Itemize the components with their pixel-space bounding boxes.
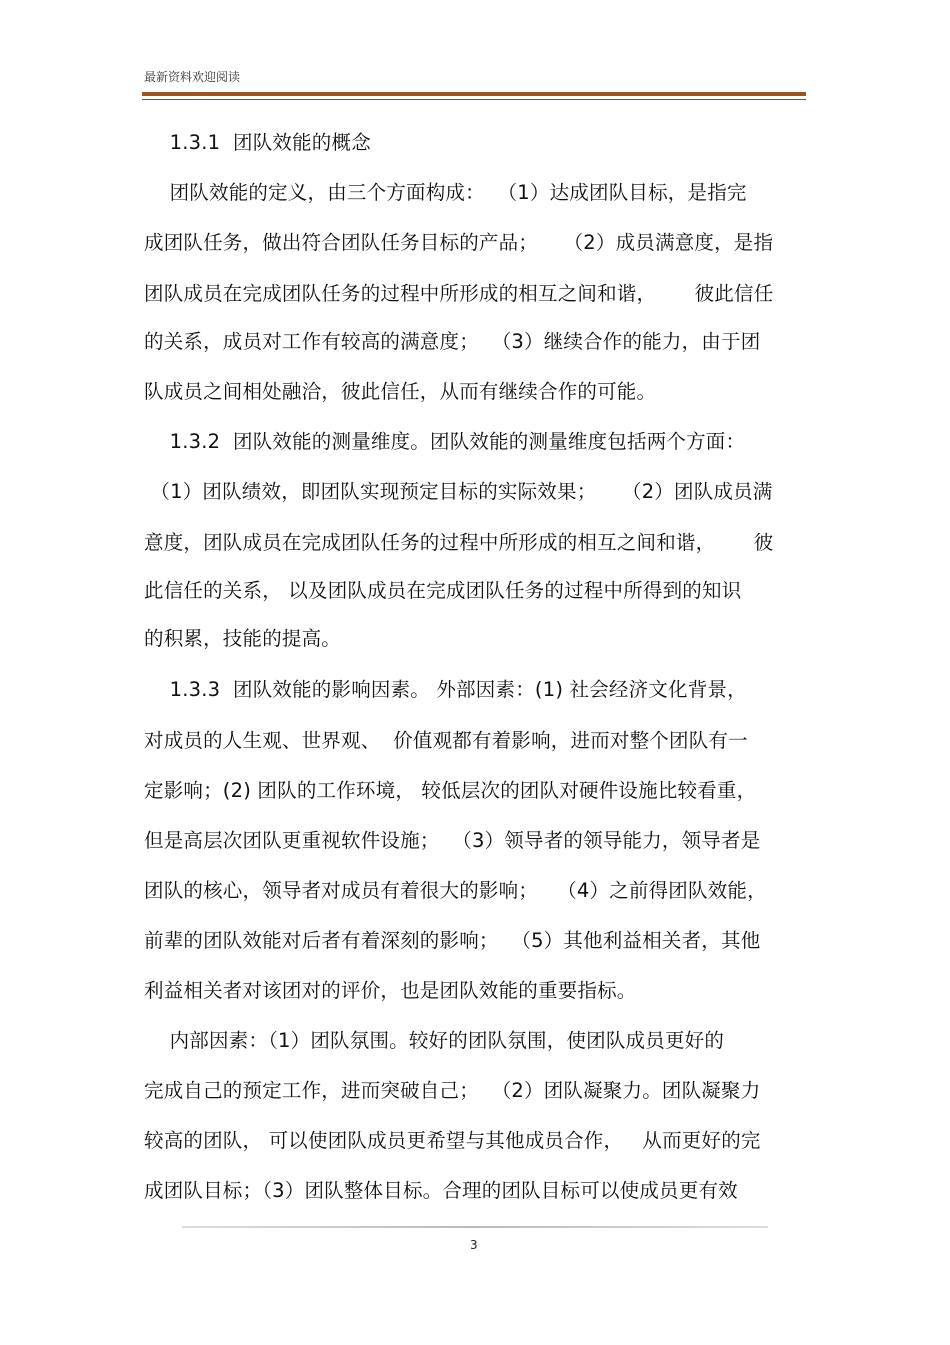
text-line: 完成自己的预定工作，进而突破自己； （2）团队凝聚力。团队凝聚力 bbox=[144, 1079, 761, 1102]
text-line: （1）团队绩效，即团队实现预定目标的实际效果； （2）团队成员满 bbox=[144, 480, 773, 503]
text-line: 1.3.3 团队效能的影响因素。 外部因素：(1) 社会经济文化背景， bbox=[144, 678, 747, 701]
text-line: 此信任的关系， 以及团队成员在完成团队任务的过程中所得到的知识 bbox=[144, 579, 742, 602]
page-number: 3 bbox=[470, 1238, 478, 1252]
footer-rule bbox=[182, 1226, 768, 1228]
text-line: 成团队任务，做出符合团队任务目标的产品； （2）成员满意度，是指 bbox=[144, 231, 774, 254]
text-line: 成团队目标；（3）团队整体目标。合理的团队目标可以使成员更有效 bbox=[144, 1179, 738, 1202]
header-rule-thick bbox=[142, 92, 806, 96]
text-line: 团队效能的定义，由三个方面构成： （1）达成团队目标，是指完 bbox=[144, 181, 747, 204]
header-rule-thin bbox=[142, 99, 806, 100]
text-line: 队成员之间相处融洽，彼此信任，从而有继续合作的可能。 bbox=[144, 380, 657, 403]
header-text: 最新资料欢迎阅读 bbox=[144, 70, 241, 84]
text-line: 1.3.2 团队效能的测量维度。团队效能的测量维度包括两个方面： bbox=[144, 430, 746, 453]
text-line: 对成员的人生观、世界观、 价值观都有着影响，进而对整个团队有一 bbox=[144, 729, 748, 752]
text-line: 团队成员在完成团队任务的过程中所形成的相互之间和谐， 彼此信任 bbox=[144, 282, 774, 305]
text-line: 较高的团队， 可以使团队成员更希望与其他成员合作， 从而更好的完 bbox=[144, 1129, 761, 1152]
text-line: 1.3.1 团队效能的概念 bbox=[144, 131, 371, 154]
text-line: 内部因素：（1）团队氛围。较好的团队氛围，使团队成员更好的 bbox=[144, 1029, 725, 1052]
text-line: 团队的核心，领导者对成员有着很大的影响； （4）之前得团队效能， bbox=[144, 879, 767, 902]
text-line: 意度，团队成员在完成团队任务的过程中所形成的相互之间和谐， 彼 bbox=[144, 531, 774, 554]
text-line: 前辈的团队效能对后者有着深刻的影响； （5）其他利益相关者，其他 bbox=[144, 929, 761, 952]
text-line: 定影响；(2) 团队的工作环境， 较低层次的团队对硬件设施比较看重， bbox=[144, 779, 757, 802]
text-line: 的积累，技能的提高。 bbox=[144, 627, 342, 650]
text-line: 利益相关者对该团对的评价，也是团队效能的重要指标。 bbox=[144, 979, 637, 1002]
text-line: 但是高层次团队更重视软件设施； （3）领导者的领导能力，领导者是 bbox=[144, 829, 761, 852]
text-line: 的关系，成员对工作有较高的满意度； （3）继续合作的能力，由于团 bbox=[144, 330, 761, 353]
